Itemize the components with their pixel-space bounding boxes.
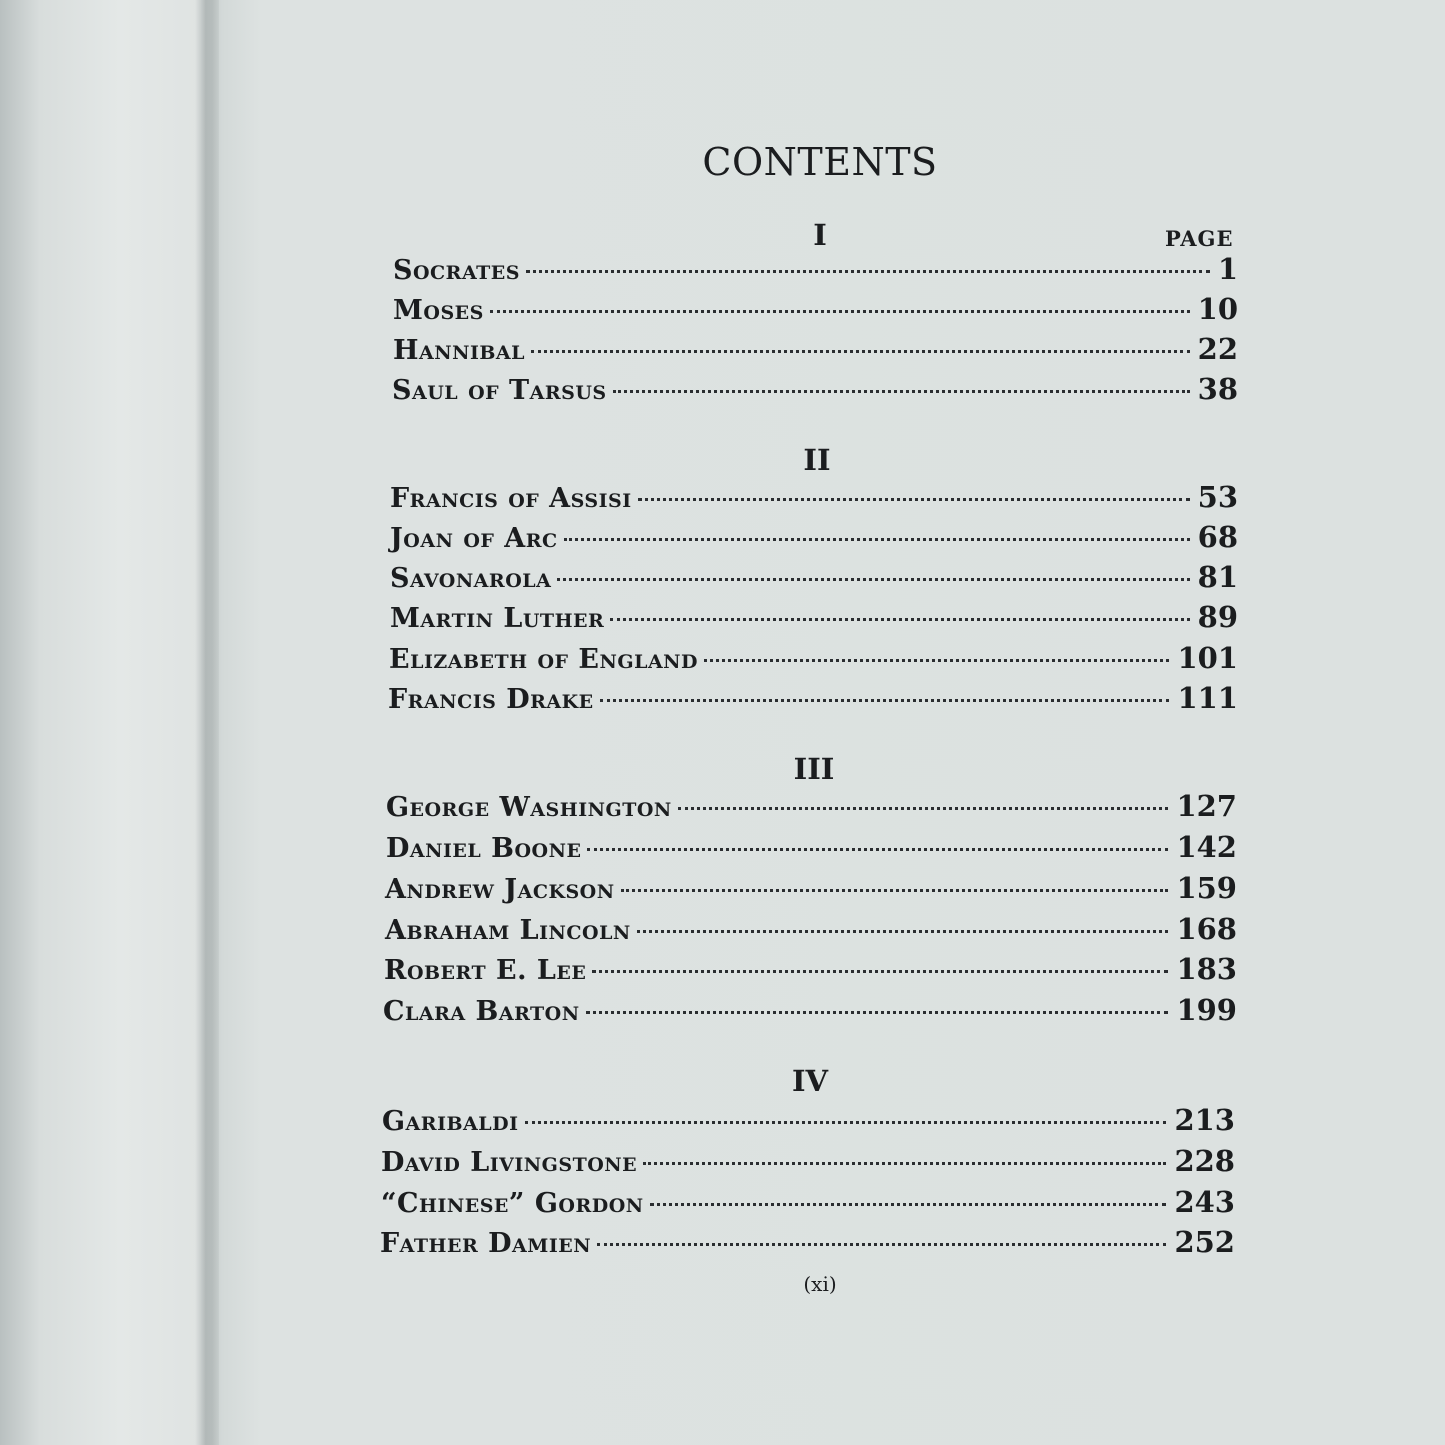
toc-entry[interactable]: [385, 912, 1237, 952]
toc-entry[interactable]: [381, 1185, 1235, 1225]
toc-entry[interactable]: [383, 993, 1237, 1033]
toc-entry[interactable]: [386, 830, 1237, 870]
dot-leader: [637, 930, 1169, 933]
entry-title: Saul of Tarsus: [392, 375, 607, 406]
entry-page-number: 68: [1197, 520, 1238, 554]
dot-leader: [531, 350, 1190, 353]
toc-entry[interactable]: [390, 520, 1238, 560]
dot-leader: [638, 498, 1190, 501]
entry-page-number: 159: [1176, 871, 1237, 905]
dot-leader: [526, 270, 1210, 273]
toc-entry[interactable]: [389, 641, 1238, 681]
entry-title: Hannibal: [393, 335, 526, 366]
section-heading-1: I: [813, 218, 827, 252]
entry-page-number: 53: [1197, 480, 1238, 514]
dot-leader: [621, 889, 1169, 892]
toc-entry[interactable]: [392, 372, 1238, 412]
dot-leader: [678, 807, 1169, 810]
dot-leader: [557, 578, 1189, 581]
section-heading-4: IV: [791, 1064, 829, 1098]
toc-entry[interactable]: [390, 600, 1238, 640]
dot-leader: [613, 390, 1190, 393]
entry-title: David Livingstone: [381, 1147, 638, 1178]
toc-entry[interactable]: [380, 1225, 1235, 1265]
entry-page-number: 38: [1197, 372, 1238, 406]
entry-page-number: 1: [1217, 252, 1238, 286]
entry-page-number: 243: [1174, 1185, 1235, 1219]
toc-entry[interactable]: [390, 480, 1238, 520]
dot-leader: [600, 699, 1170, 702]
entry-title: George Washington: [386, 792, 672, 823]
entry-title: Clara Barton: [383, 996, 580, 1027]
page-column-label: PAGE: [1165, 226, 1234, 251]
toc-entry[interactable]: [386, 789, 1237, 829]
entry-title: Socrates: [393, 255, 521, 286]
entry-page-number: 183: [1176, 952, 1237, 986]
entry-title: Savonarola: [390, 563, 552, 594]
entry-page-number: 127: [1176, 789, 1237, 823]
entry-title: Daniel Boone: [386, 833, 582, 864]
section-heading-2: II: [803, 443, 831, 477]
entry-title: Garibaldi: [382, 1106, 519, 1137]
entry-title: Robert E. Lee: [384, 955, 587, 986]
entry-page-number: 111: [1177, 681, 1238, 715]
dot-leader: [610, 618, 1189, 621]
dot-leader: [592, 970, 1168, 973]
entry-page-number: 252: [1174, 1225, 1235, 1259]
entry-page-number: 101: [1177, 641, 1238, 675]
dot-leader: [586, 1011, 1169, 1014]
dot-leader: [490, 310, 1190, 313]
toc-entry[interactable]: [393, 292, 1238, 332]
dot-leader: [704, 659, 1169, 662]
dot-leader: [525, 1121, 1167, 1124]
entry-page-number: 228: [1174, 1144, 1235, 1178]
dot-leader: [587, 848, 1168, 851]
entry-title: Abraham Lincoln: [385, 915, 631, 946]
dot-leader: [597, 1243, 1166, 1246]
book-gutter: [195, 0, 219, 1445]
toc-entry[interactable]: [384, 952, 1237, 992]
toc-entry[interactable]: [382, 1103, 1235, 1143]
entry-title: Moses: [393, 295, 484, 326]
toc-entry[interactable]: [385, 871, 1237, 911]
entry-title: Elizabeth of England: [389, 644, 699, 675]
dot-leader: [650, 1203, 1167, 1206]
entry-title: Joan of Arc: [390, 523, 558, 554]
entry-page-number: 22: [1197, 332, 1238, 366]
entry-title: Andrew Jackson: [385, 874, 615, 905]
entry-page-number: 81: [1197, 560, 1238, 594]
entry-page-number: 199: [1176, 993, 1237, 1027]
toc-entry[interactable]: [381, 1144, 1235, 1184]
entry-page-number: 10: [1197, 292, 1238, 326]
entry-title: Francis of Assisi: [390, 483, 632, 514]
contents-page: [220, 0, 1445, 1445]
entry-page-number: 168: [1176, 912, 1237, 946]
page-title: CONTENTS: [702, 140, 938, 184]
folio-page-number: (xi): [803, 1272, 837, 1296]
entry-title: Martin Luther: [390, 603, 605, 634]
entry-title: “Chinese” Gordon: [381, 1188, 644, 1219]
entry-page-number: 213: [1174, 1103, 1235, 1137]
toc-entry[interactable]: [393, 332, 1238, 372]
entry-page-number: 89: [1197, 600, 1238, 634]
toc-entry[interactable]: [388, 681, 1238, 721]
dot-leader: [564, 538, 1190, 541]
entry-page-number: 142: [1176, 830, 1237, 864]
dot-leader: [643, 1162, 1166, 1165]
toc-entry[interactable]: [393, 252, 1238, 292]
toc-entry[interactable]: [390, 560, 1238, 600]
entry-title: Francis Drake: [388, 684, 594, 715]
section-heading-3: III: [793, 752, 835, 786]
entry-title: Father Damien: [380, 1228, 592, 1259]
